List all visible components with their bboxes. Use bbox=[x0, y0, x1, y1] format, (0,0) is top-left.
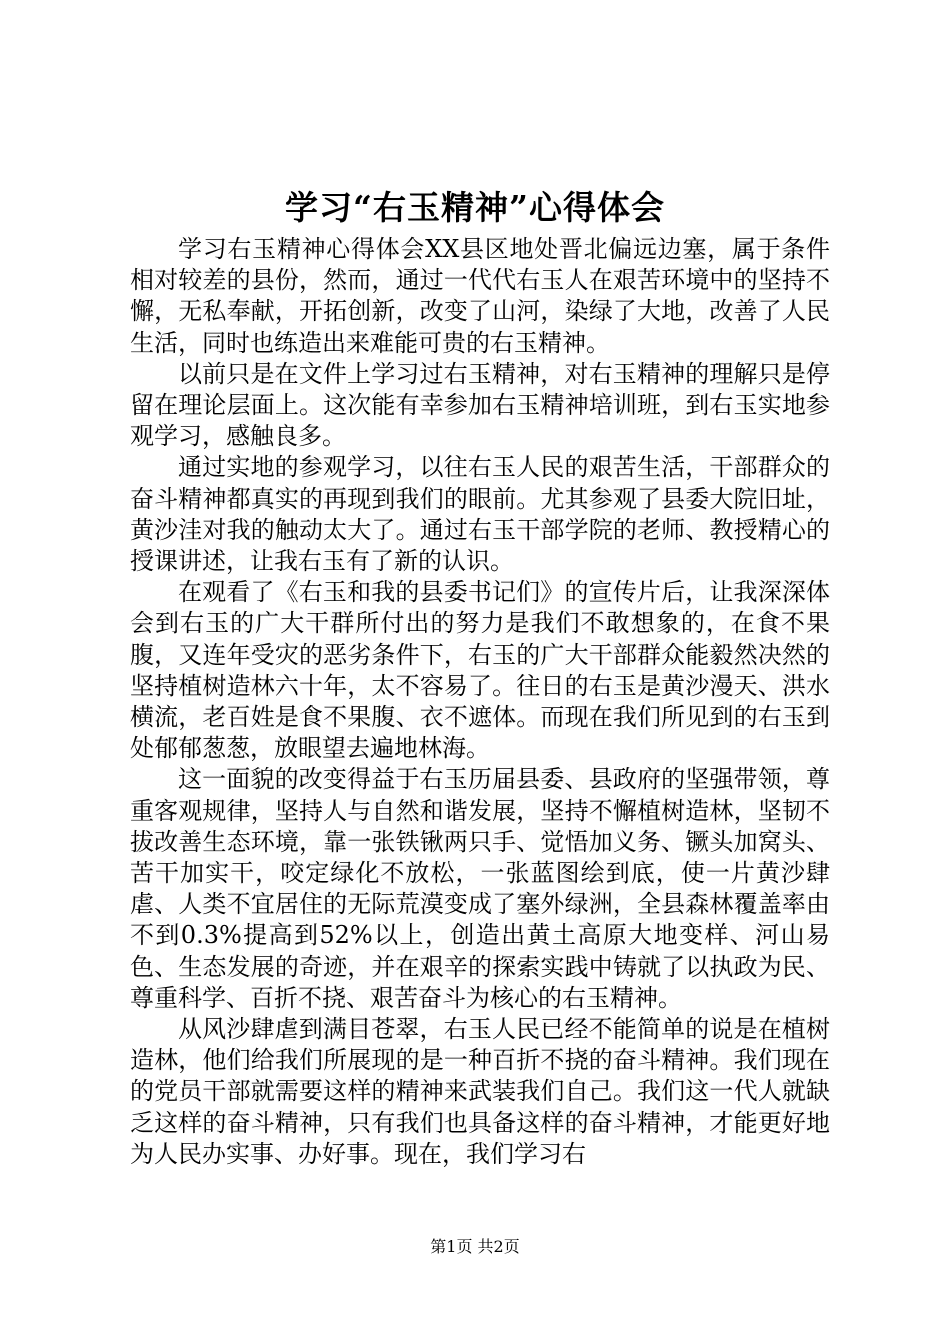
paragraph: 学习右玉精神心得体会XX县区地处晋北偏远边塞，属于条件相对较差的县份，然而，通过一代代右玉人在艰苦环境中的坚持不懈，无私奉献，开拓创新，改变了山河，染绿了大地，改善了人民生活，同时也练造出来难能可贵的右玉精神。 bbox=[130, 235, 830, 357]
paragraph: 以前只是在文件上学习过右玉精神，对右玉精神的理解只是停留在理论层面上。这次能有幸参加右玉精神培训班，到右玉实地参观学习，感触良多。 bbox=[130, 359, 830, 451]
paragraph: 从风沙肆虐到满目苍翠，右玉人民已经不能简单的说是在植树造林，他们给我们所展现的是一种百折不挠的奋斗精神。我们现在的党员干部就需要这样的精神来武装我们自己。我们这一代人就缺乏这样的奋斗精神，只有我们也具备这样的奋斗精神，才能更好地为人民办实事、办好事。现在，我们学习右 bbox=[130, 1015, 830, 1168]
paragraph: 通过实地的参观学习，以往右玉人民的艰苦生活，干部群众的奋斗精神都真实的再现到我们的眼前。尤其参观了县委大院旧址，黄沙洼对我的触动太大了。通过右玉干部学院的老师、教授精心的授课讲述，让我右玉有了新的认识。 bbox=[130, 453, 830, 576]
document-body bbox=[130, 234, 830, 1170]
paragraph: 这一面貌的改变得益于右玉历届县委、县政府的坚强带领，尊重客观规律，坚持人与自然和谐发展，坚持不懈植树造林，坚韧不拔改善生态环境，靠一张铁锹两只手、觉悟加义务、镢头加窝头、苦干加实干，咬定绿化不放松，一张蓝图绘到底，使一片黄沙肆虐、人类不宜居住的无际荒漠变成了塞外绿洲，全县森林覆盖率由不到0.3%提高到52%以上，创造出黄土高原大地变样、河山易色、生态发展的奇迹，并在艰辛的探索实践中铸就了以执政为民、尊重科学、百折不挠、艰苦奋斗为核心的右玉精神。 bbox=[130, 765, 830, 1012]
paragraph: 在观看了《右玉和我的县委书记们》的宣传片后，让我深深体会到右玉的广大干群所付出的努力是我们不敢想象的，在食不果腹，又连年受灾的恶劣条件下，右玉的广大干部群众能毅然决然的坚持植树造林六十年，太不容易了。往日的右玉是黄沙漫天、洪水横流，老百姓是食不果腹、衣不遮体。而现在我们所见到的右玉到处郁郁葱葱，放眼望去遍地林海。 bbox=[130, 578, 830, 763]
document-title: 学习“右玉精神”心得体会 bbox=[285, 188, 665, 227]
page-number-footer: 第1页 共2页 bbox=[430, 1237, 520, 1256]
